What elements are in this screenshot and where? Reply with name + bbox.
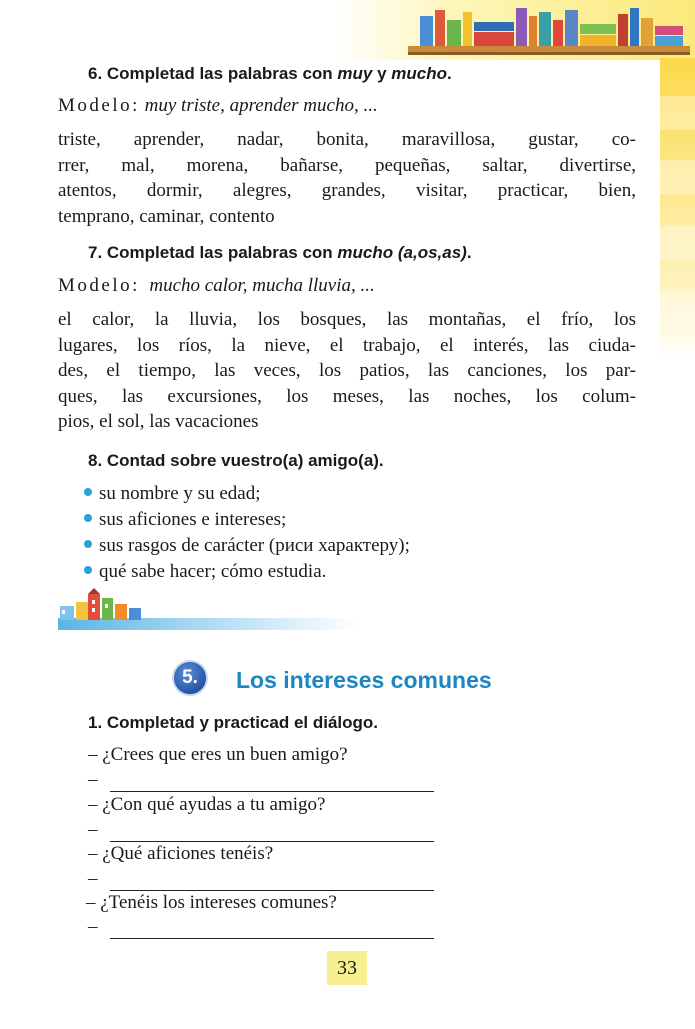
bullet-dot-icon (84, 488, 92, 496)
section-title: Los intereses comunes (236, 667, 492, 693)
side-decoration-cell (660, 96, 695, 130)
exercise-6-title: 6. Completad las palabras con muy y mucho. (88, 64, 452, 83)
page-number: 33 (327, 951, 367, 985)
exercise-7-model: Modelo: mucho calor, mucha lluvia, ... (58, 275, 375, 296)
dialog-question: – ¿Crees que eres un buen amigo? (88, 744, 348, 765)
list-item: sus rasgos de carácter (риси характеру); (84, 533, 410, 559)
bookshelf-illustration (408, 2, 690, 60)
exercise-8-title: 8. Contad sobre vuestro(a) amigo(a). (88, 451, 384, 470)
exercise-6-model: Modelo: muy triste, aprender mucho, ... (58, 95, 378, 116)
dialog-answer-blank: – (88, 916, 98, 938)
bullet-dot-icon (84, 514, 92, 522)
list-item: qué sabe hacer; cómo estudia. (84, 559, 410, 585)
dialog-question: – ¿Tenéis los intereses comunes? (86, 892, 337, 913)
exercise-8-bullet-list (84, 481, 410, 585)
list-item: su nombre y su edad; (84, 481, 410, 507)
bullet-dot-icon (84, 540, 92, 548)
exercise-6-word-list: triste, aprender, nadar, bonita, maravillosa, gustar, co- rrer, mal, morena, bañarse, pequeñas, saltar, divertirse, atentos, dormir, alegres, grandes, visitar, practicar, bien, temprano, caminar, contento (58, 129, 636, 227)
dialog-answer-blank: – (88, 868, 98, 890)
houses-divider-illustration (58, 588, 358, 634)
exercise-7-title: 7. Completad las palabras con mucho (a,os,as). (88, 243, 472, 262)
dialog-exercise-title: 1. Completad y practicad el diálogo. (88, 713, 379, 732)
side-decoration-cell (660, 160, 695, 194)
dialog-question: – ¿Con qué ayudas a tu amigo? (88, 794, 326, 815)
dialog-answer-blank: – (88, 819, 98, 841)
section-number-badge: 5. (172, 660, 208, 696)
dialog-answer-blank: – (88, 769, 98, 791)
dialog-question: – ¿Qué aficiones tenéis? (88, 843, 274, 864)
side-decoration-cell (660, 290, 695, 324)
answer-line (110, 791, 434, 792)
answer-line (110, 841, 434, 842)
answer-line (110, 938, 434, 939)
list-item: sus aficiones e intereses; (84, 507, 410, 533)
exercise-7-word-list: el calor, la lluvia, los bosques, las montañas, el frío, los lugares, los ríos, la nieve, el trabajo, el interés, las ciuda- des, el tiempo, las veces, los patios, las canciones, los par- ques, las excursiones, los meses, las noches, los colum- pios, el sol, las vacaciones (58, 309, 636, 433)
answer-line (110, 890, 434, 891)
bullet-dot-icon (84, 566, 92, 574)
side-decoration-cell (660, 226, 695, 260)
